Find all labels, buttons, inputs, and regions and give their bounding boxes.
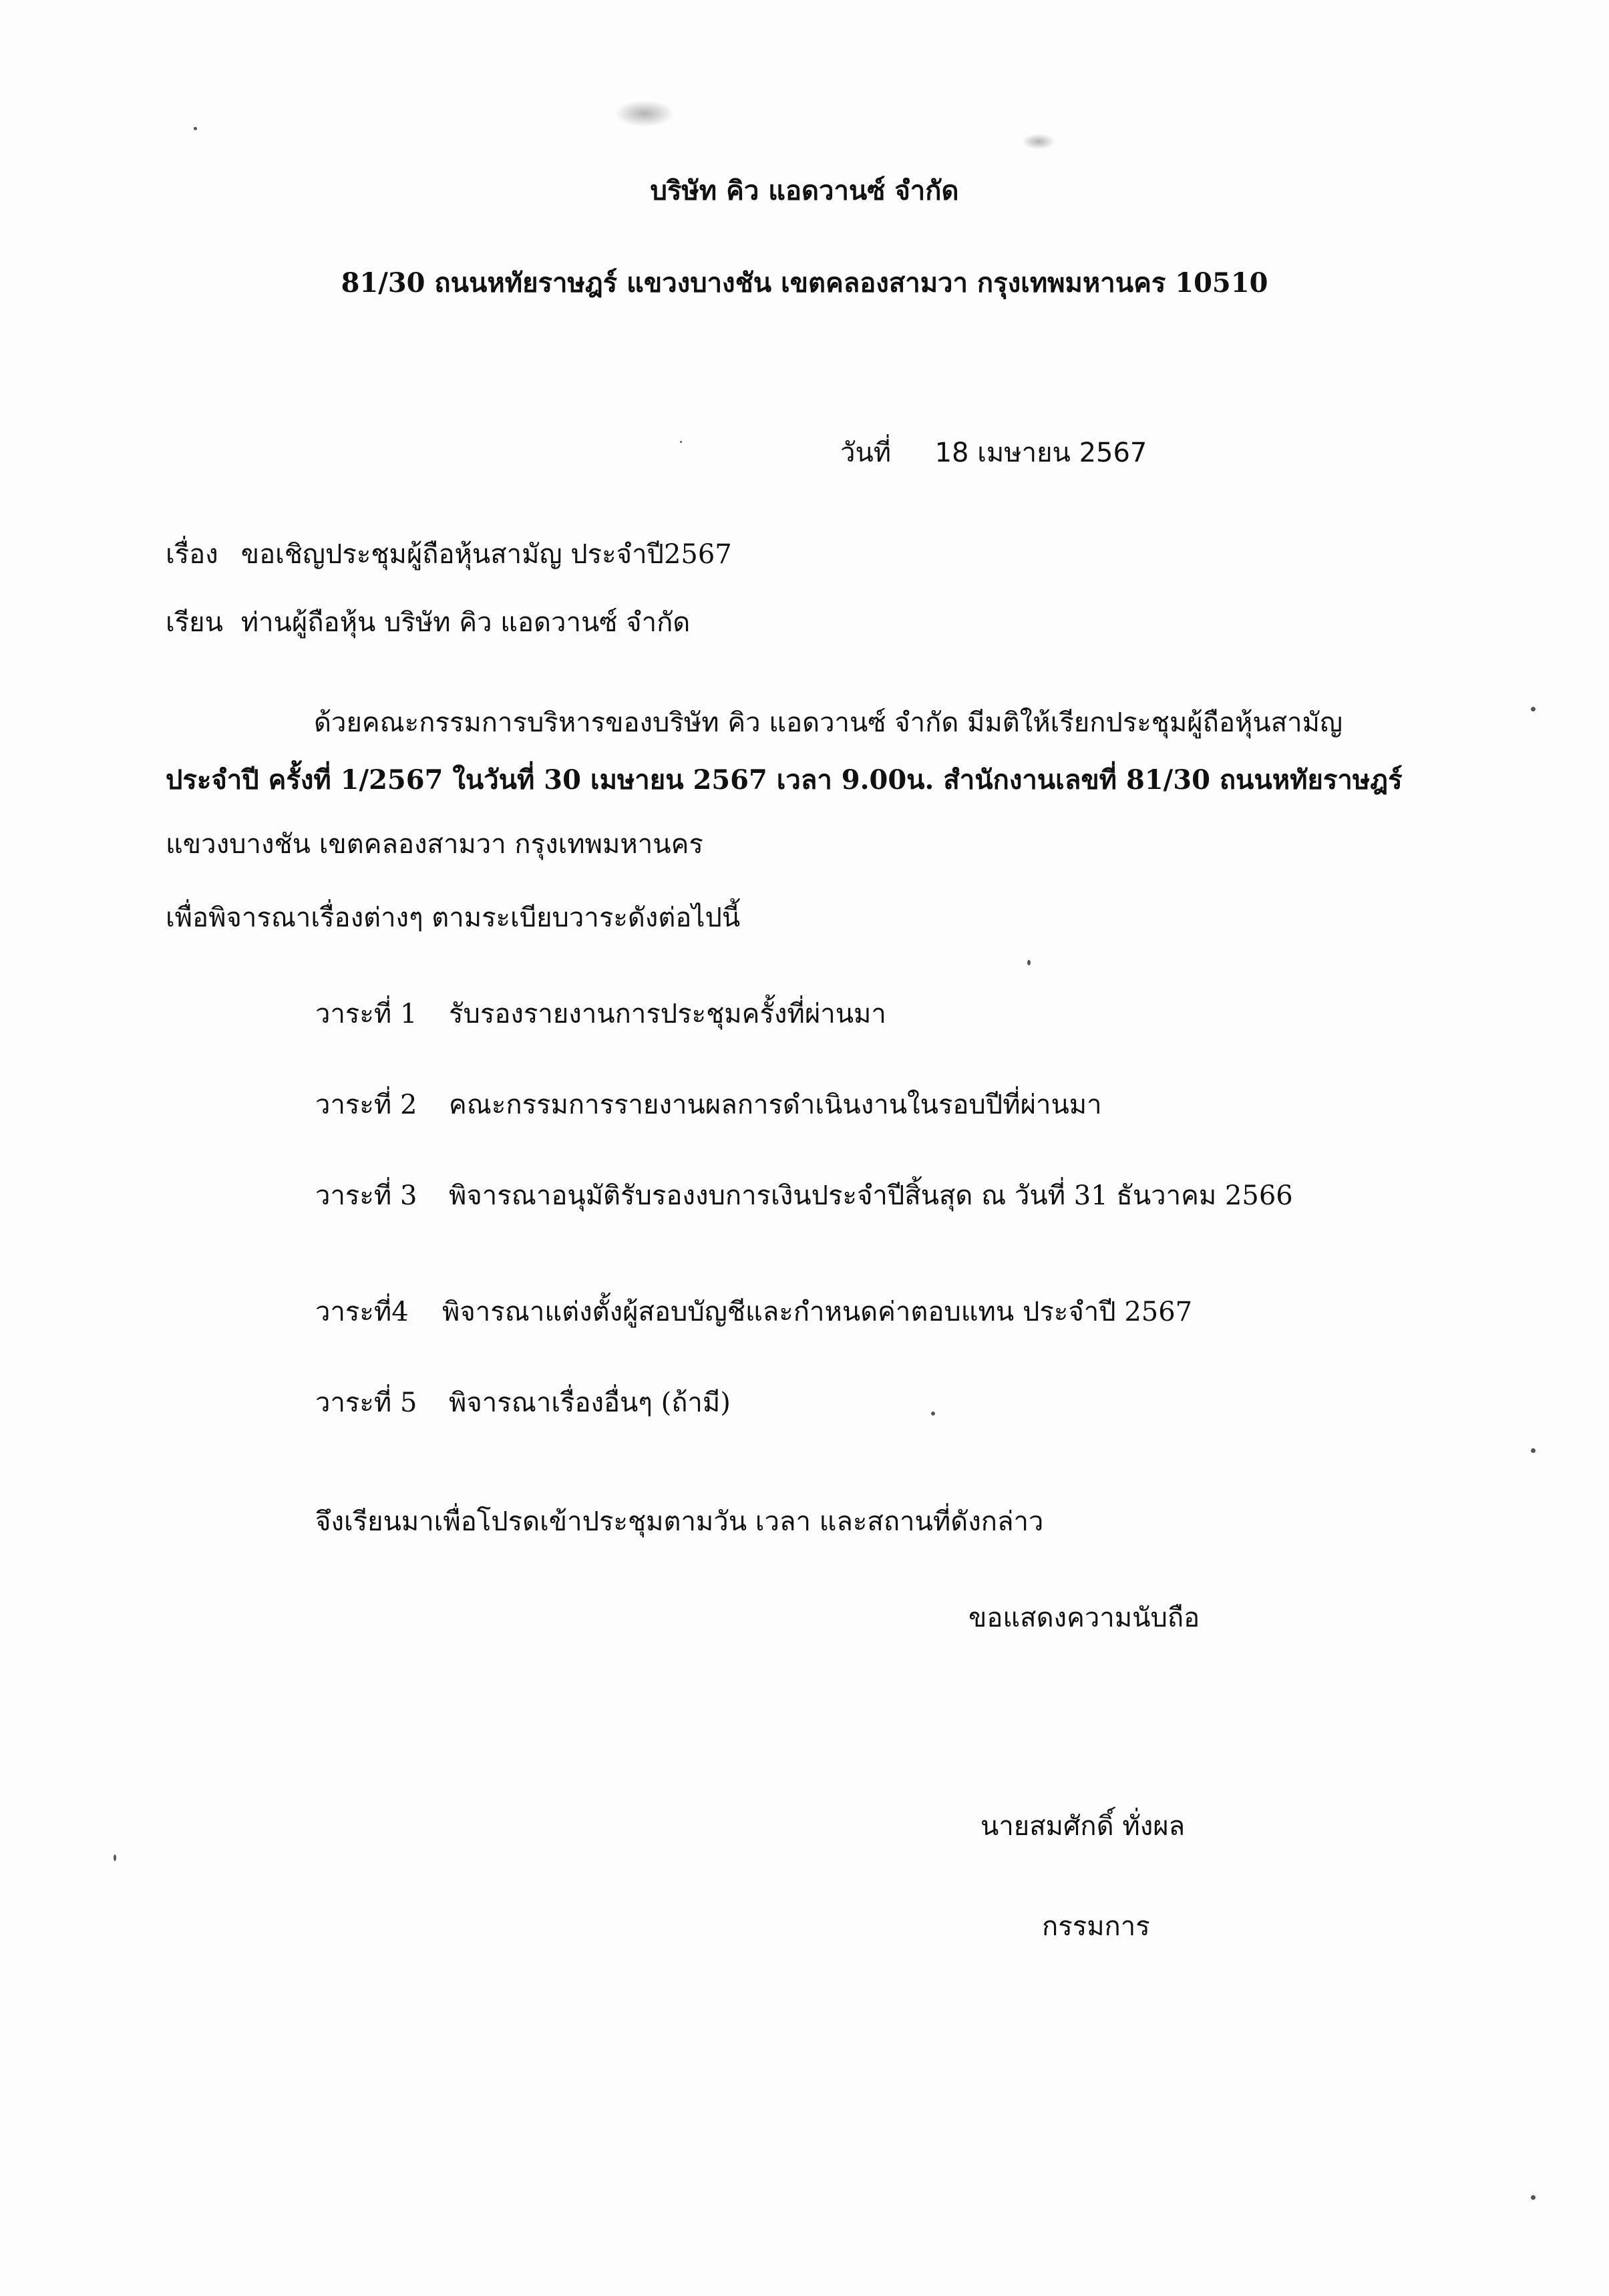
body-paragraph-line-1: ด้วยคณะกรรมการบริหารของบริษัท คิว แอดวานซ์ จำกัด มีมติให้เรียกประชุมผู้ถือหุ้นสามัญ bbox=[314, 707, 1343, 738]
body-paragraph-line-3: แขวงบางชัน เขตคลองสามวา กรุงเทพมหานคร bbox=[166, 829, 703, 860]
closing-regards: ขอแสดงความนับถือ bbox=[968, 1603, 1200, 1633]
agenda-text: พิจารณาเรื่องอื่นๆ (ถ้ามี) bbox=[449, 1387, 731, 1418]
scan-speck bbox=[1027, 960, 1031, 965]
agenda-item bbox=[315, 1086, 1102, 1124]
scan-smudge bbox=[1022, 134, 1055, 150]
agenda-number: วาระที่4 bbox=[315, 1297, 409, 1327]
subject-text: ขอเชิญประชุมผู้ถือหุ้นสามัญ ประจำปี2567 bbox=[240, 539, 732, 570]
scan-speck bbox=[1531, 707, 1536, 711]
signer-name: นายสมศักดิ์ ทั่งผล bbox=[980, 1811, 1186, 1842]
body-paragraph-line-4: เพื่อพิจารณาเรื่องต่างๆ ตามระเบียบวาระดังต่อไปนี้ bbox=[166, 903, 741, 933]
agenda-item bbox=[315, 1177, 1293, 1214]
date-line bbox=[840, 434, 1147, 472]
addressee-text: ท่านผู้ถือหุ้น บริษัท คิว แอดวานซ์ จำกัด bbox=[240, 607, 691, 638]
agenda-number: วาระที่ 1 bbox=[315, 999, 417, 1029]
date-label: วันที่ bbox=[840, 438, 892, 468]
agenda-text: พิจารณาแต่งตั้งผู้สอบบัญชีและกำหนดค่าตอบแทน ประจำปี 2567 bbox=[442, 1297, 1193, 1327]
agenda-item bbox=[315, 1384, 731, 1422]
subject-line bbox=[166, 536, 732, 573]
scan-speck bbox=[680, 441, 682, 443]
company-address: 81/30 ถนนหทัยราษฎร์ แขวงบางชัน เขตคลองสามวา กรุงเทพมหานคร 10510 bbox=[341, 267, 1268, 299]
company-name: บริษัท คิว แอดวานซ์ จำกัด bbox=[650, 175, 959, 206]
scan-speck bbox=[931, 1412, 935, 1416]
agenda-text: คณะกรรมการรายงานผลการดำเนินงานในรอบปีที่ผ่านมา bbox=[449, 1090, 1102, 1120]
agenda-number: วาระที่ 3 bbox=[315, 1180, 417, 1211]
subject-label: เรื่อง bbox=[166, 539, 218, 570]
agenda-number: วาระที่ 2 bbox=[315, 1090, 417, 1120]
addressee-line bbox=[166, 604, 690, 641]
scan-speck bbox=[114, 1854, 116, 1861]
agenda-item bbox=[315, 995, 886, 1033]
agenda-text: พิจารณาอนุมัติรับรองงบการเงินประจำปีสิ้นสุด ณ วันที่ 31 ธันวาคม 2566 bbox=[449, 1180, 1293, 1211]
signer-title: กรรมการ bbox=[1042, 1911, 1150, 1942]
agenda-number: วาระที่ 5 bbox=[315, 1387, 417, 1418]
closing-invitation: จึงเรียนมาเพื่อโปรดเข้าประชุมตามวัน เวลา และสถานที่ดังกล่าว bbox=[315, 1506, 1044, 1537]
addressee-label: เรียน bbox=[166, 607, 223, 638]
scan-speck bbox=[194, 127, 197, 130]
date-value: 18 เมษายน 2567 bbox=[934, 438, 1147, 468]
agenda-item bbox=[315, 1293, 1192, 1331]
agenda-text: รับรองรายงานการประชุมครั้งที่ผ่านมา bbox=[449, 999, 886, 1029]
scan-speck bbox=[1531, 2195, 1536, 2200]
scan-speck bbox=[1531, 1448, 1536, 1453]
body-paragraph-line-2: ประจำปี ครั้งที่ 1/2567 ในวันที่ 30 เมษายน 2567 เวลา 9.00น. สำนักงานเลขที่ 81/30 ถนนหทัยราษฎร์ bbox=[166, 764, 1403, 796]
scan-smudge bbox=[614, 100, 675, 127]
